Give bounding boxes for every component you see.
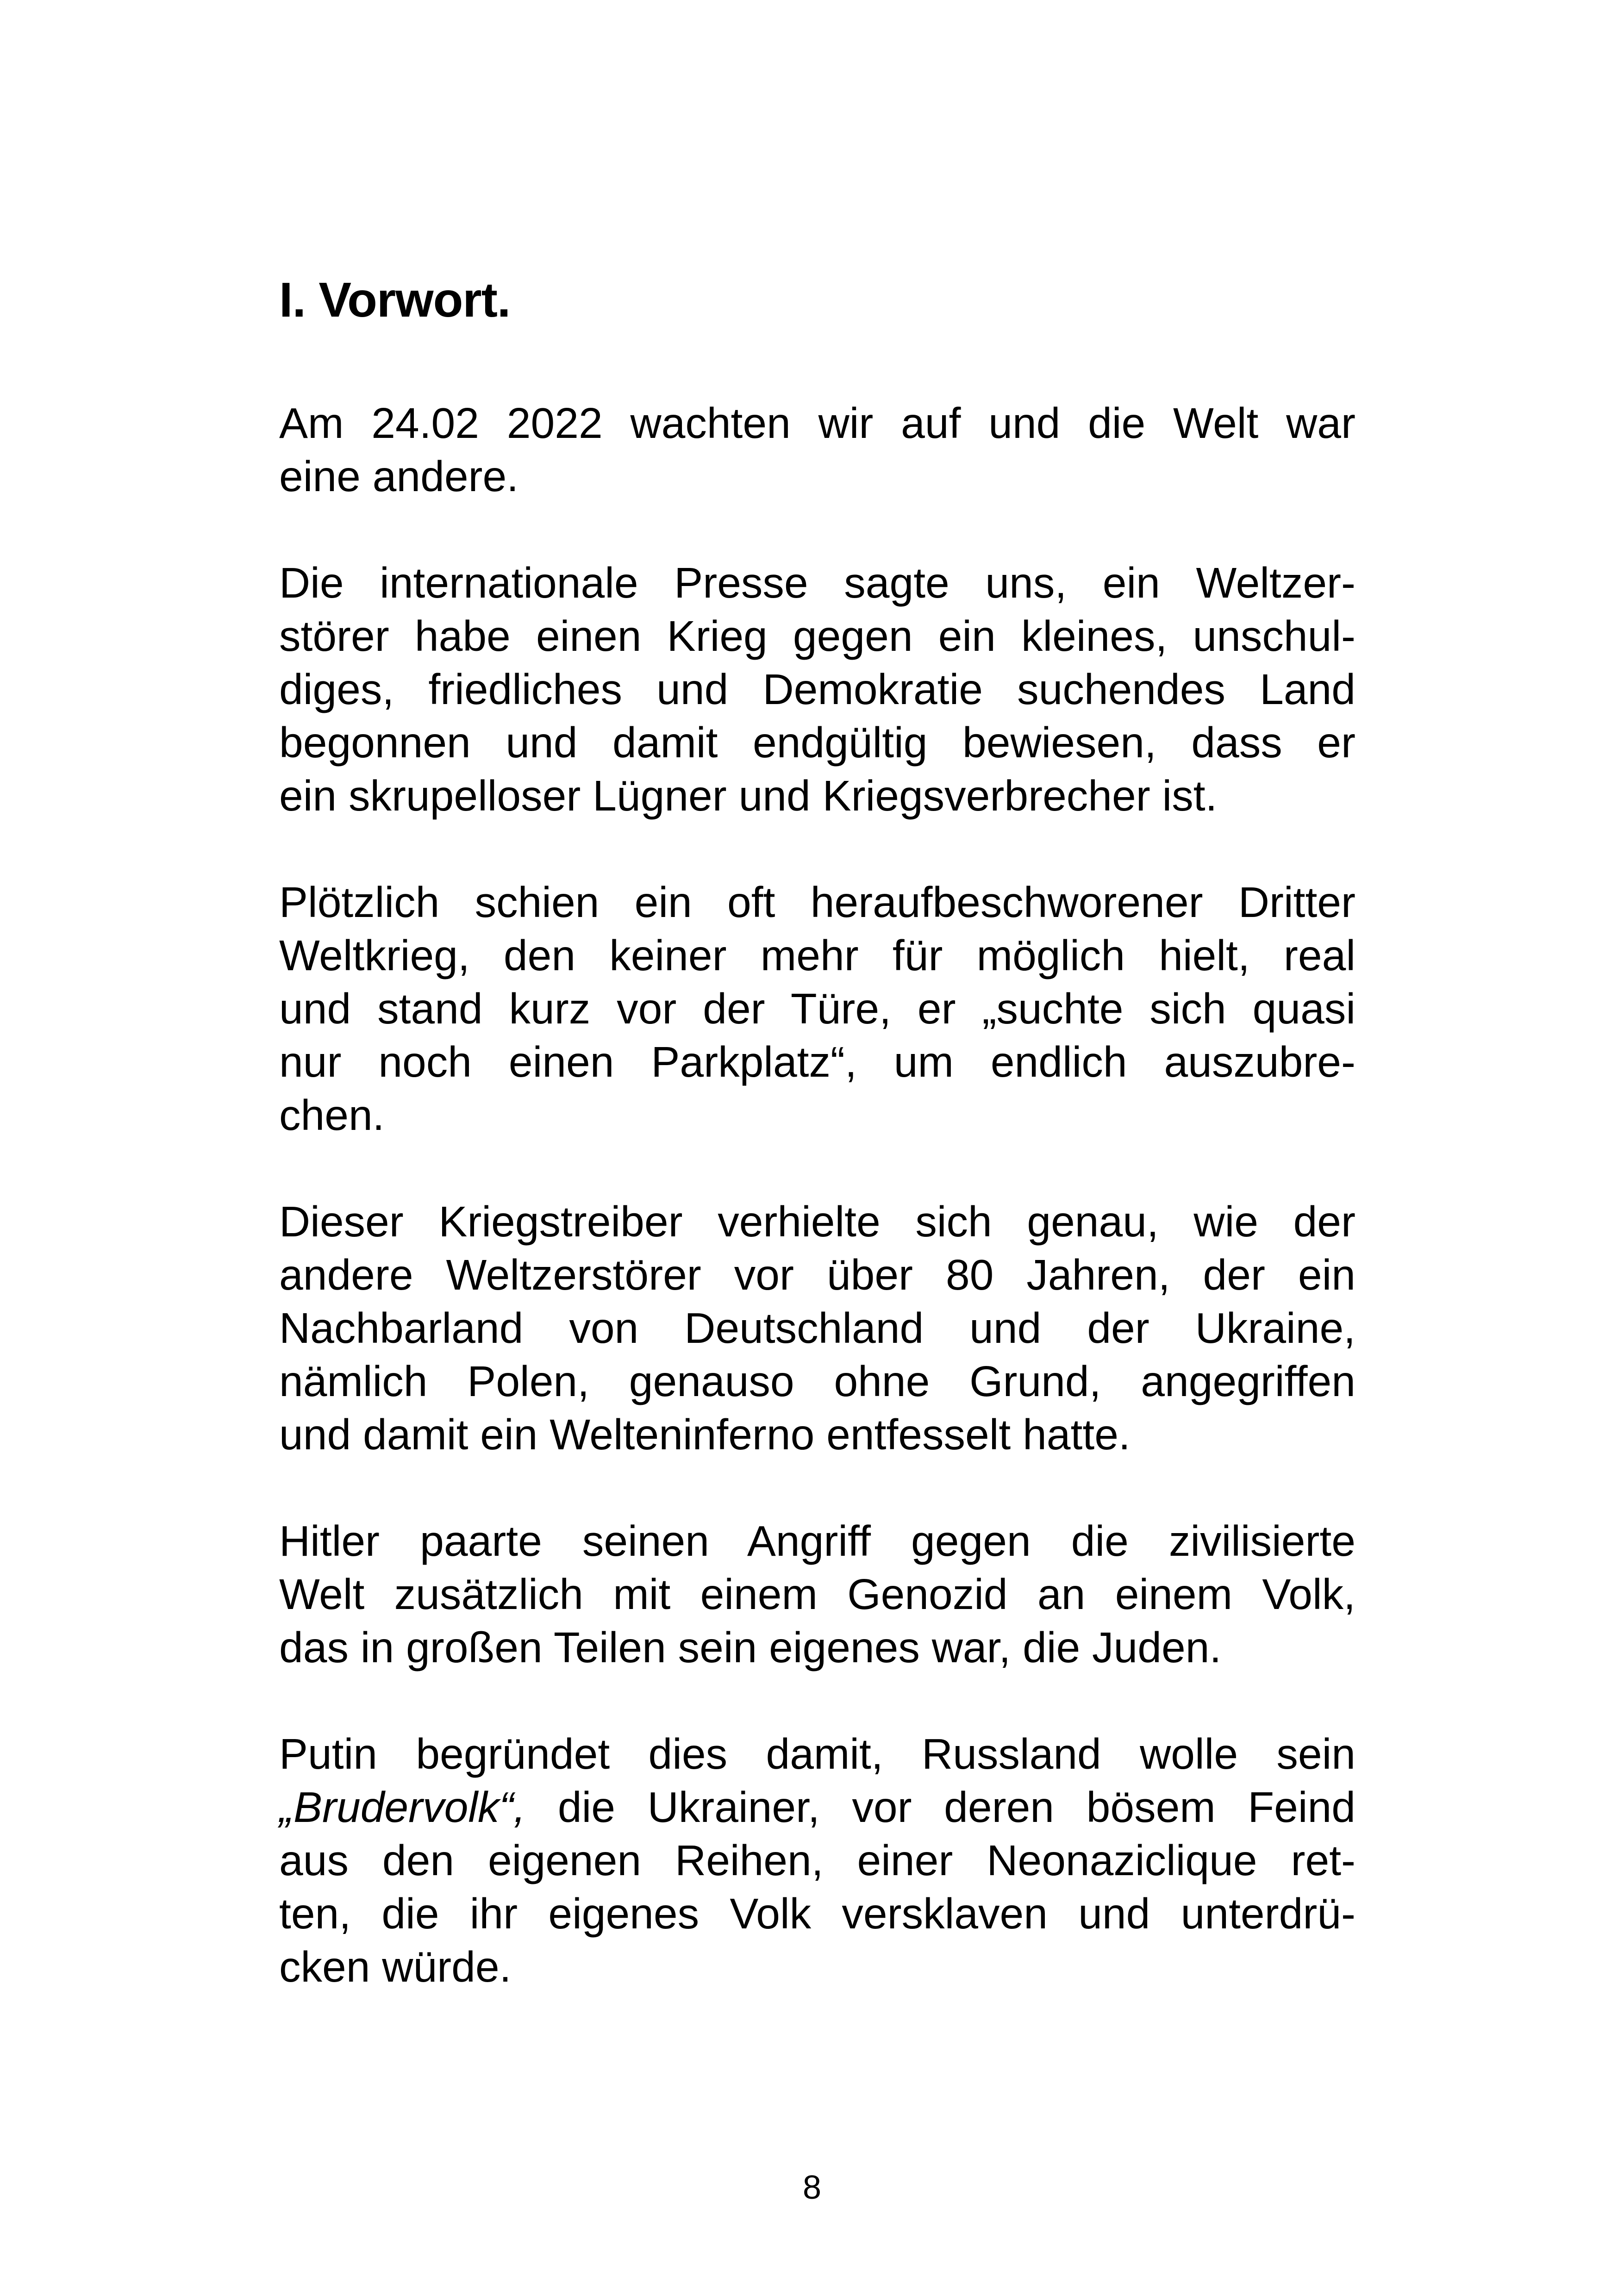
text-line: Dieser Kriegstreiber verhielte sich genau, wie der [279,1197,1355,1246]
page-content [279,273,1355,1994]
text-line: Die internationale Presse sagte uns, ein Weltzer- [279,558,1355,607]
text-line: Weltkrieg, den keiner mehr für möglich hielt, real [279,931,1355,979]
paragraph-5 [279,1515,1355,1674]
text-line-mixed [279,1781,1355,1834]
text-line: Plötzlich schien ein oft heraufbeschworener Dritter [279,878,1355,926]
paragraph-6 [279,1727,1355,1994]
paragraph-1 [279,397,1355,503]
paragraph-4 [279,1195,1355,1461]
text-line: nämlich Polen, genauso ohne Grund, angegriffen [279,1357,1355,1405]
chapter-heading: I. Vorwort. [279,273,511,327]
text-line: und damit ein Welteninferno entfesselt hatte. [279,1410,1131,1459]
text-line: eine andere. [279,452,519,500]
text-line: und stand kurz vor der Türe, er „suchte sich quasi [279,984,1355,1033]
text-line: ein skrupelloser Lügner und Kriegsverbrecher ist. [279,771,1218,820]
text-line: Nachbarland von Deutschland und der Ukraine, [279,1303,1355,1352]
text-line: chen. [279,1091,385,1139]
text-line: nur noch einen Parkplatz“, um endlich auszubre- [279,1037,1355,1086]
text-line: aus den eigenen Reihen, einer Neonaziclique ret- [279,1836,1355,1884]
text-line: cken würde. [279,1942,512,1991]
page-number: 8 [802,2169,822,2206]
text-line: andere Weltzerstörer vor über 80 Jahren, der ein [279,1250,1355,1299]
text-segment: die Ukrainer, vor deren bösem Feind [557,1783,1355,1831]
text-line: begonnen und damit endgültig bewiesen, dass er [279,718,1355,767]
text-line: Hitler paarte seinen Angriff gegen die zivilisierte [279,1516,1355,1565]
paragraph-3 [279,876,1355,1142]
text-line: störer habe einen Krieg gegen ein kleines, unschul- [279,611,1355,660]
text-line: diges, friedliches und Demokratie suchendes Land [279,665,1355,713]
text-line: Welt zusätzlich mit einem Genozid an einem Volk, [279,1570,1355,1618]
text-line: das in großen Teilen sein eigenes war, die Juden. [279,1623,1222,1671]
paragraph-2 [279,556,1355,823]
text-line: Am 24.02 2022 wachten wir auf und die Welt war [279,399,1355,447]
text-line: Putin begründet dies damit, Russland wolle sein [279,1729,1355,1778]
text-line: ten, die ihr eigenes Volk versklaven und unterdrü- [279,1889,1355,1938]
italic-term: „Brudervolk“, [279,1783,526,1831]
